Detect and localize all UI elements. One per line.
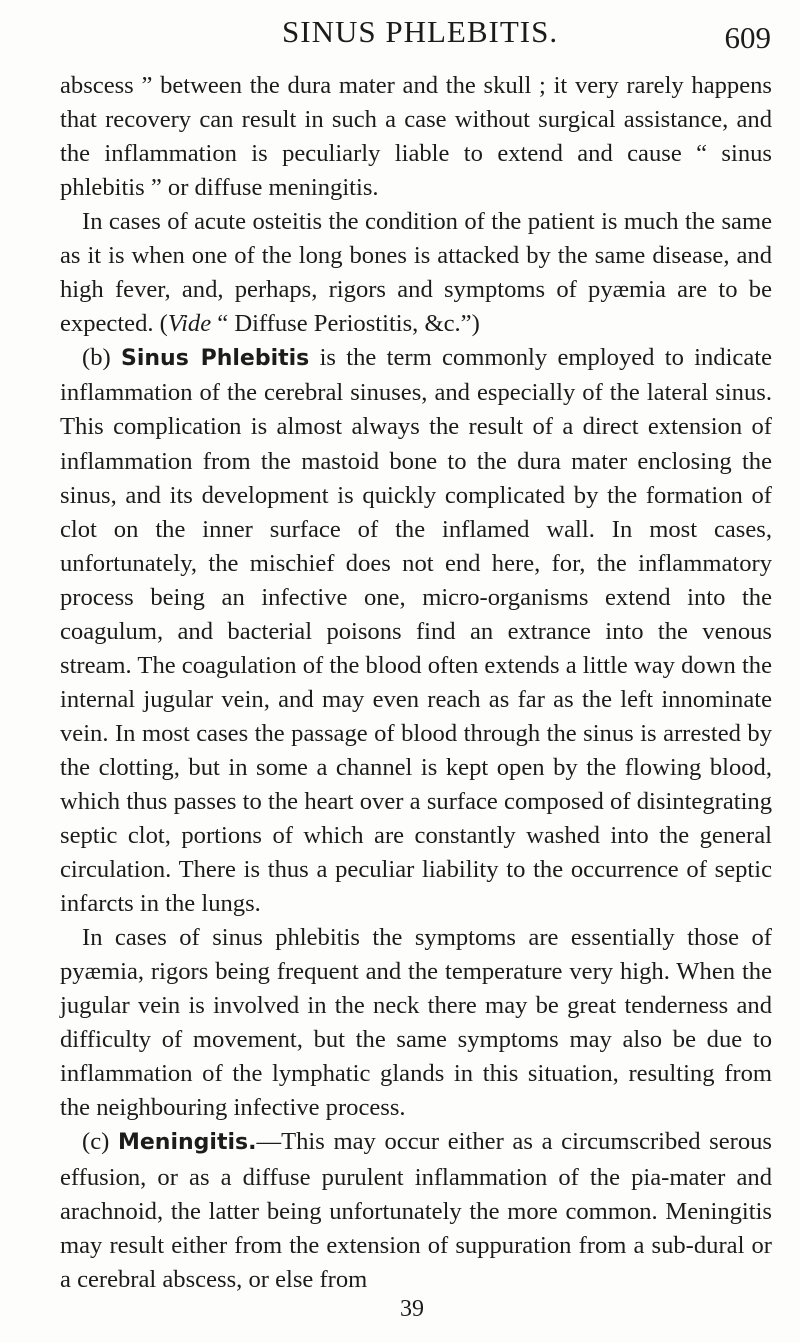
- paragraph-text: abscess ” between the dura mater and the skull ; it very rarely happens that recovery can result in such a case without surgical assistance, and the inflammation is peculiarly liable to extend and cause “ sinus phlebitis ” or diffuse meningitis.: [60, 72, 772, 202]
- paragraph-text: is the term commonly employed to indicate inflammation of the cerebral sinuses, and especially of the lateral sinus. This complication is almost always the result of a direct extension of inflammation from the mastoid bone to the dura mater enclosing the sinus, and its development is quickly complicated by the formation of clot on the inner surface of the inflamed wall. In most cases, unfortunately, the mischief does not end here, for, the inflammatory process being an infective one, micro-organisms extend into the coagulum, and bacterial poisons find an extrance into the venous stream. The coagulation of the blood often extends a little way down the internal jugular vein, and may even reach as far as the left innominate vein. In most cases the passage of blood through the sinus is arrested by the clotting, but in some a channel is kept open by the flowing blood, which thus passes to the heart over a surface composed of disintegrating septic clot, portions of which are constantly washed into the general circulation. There is thus a peculiar liability to the occurrence of septic infarcts in the lungs.: [60, 344, 773, 918]
- section-marker: (c): [82, 1128, 118, 1156]
- signature-mark: 39: [400, 1296, 424, 1322]
- paragraph-meningitis: [60, 1125, 772, 1296]
- paragraph-continuation: [60, 69, 772, 205]
- section-heading: Meningitis.: [117, 1130, 257, 1156]
- running-head: [0, 6, 800, 66]
- section-marker: (b): [82, 344, 121, 372]
- paragraph-text: In cases of acute osteitis the condition of the patient is much the same as it is when one of the long bones is attacked by the same disease, and high fever, and, perhaps, rigors and symptoms of pyæmia are to be expected. (: [60, 208, 772, 338]
- paragraph-osteitis: [60, 205, 772, 341]
- paragraph-text: —This may occur either as a circumscribed serous effusion, or as a diffuse purulent inflammation of the pia-mater and arachnoid, the latter being unfortunately the more common. Meningitis may result either from the extension of suppuration from a sub-dural or a cerebral abscess, or else from: [60, 1128, 773, 1293]
- paragraph-sinus-phlebitis: [60, 341, 772, 921]
- paragraph-symptoms: [60, 921, 772, 1125]
- paragraph-text: “ Diffuse Periostitis, &c.”): [211, 310, 480, 338]
- body-text: [60, 69, 772, 1297]
- paragraph-text: In cases of sinus phlebitis the symptoms are essentially those of pyæmia, rigors being frequent and the temperature very high. When the jugular vein is involved in the neck there may be great tenderness and difficulty of movement, but the same symptoms may also be due to inflammation of the lymphatic glands in this situation, resulting from the neighbouring infective process.: [60, 924, 772, 1122]
- running-title: SINUS PHLEBITIS.: [282, 14, 559, 49]
- page-number: 609: [724, 20, 771, 55]
- section-heading: Sinus Phlebitis: [120, 346, 310, 372]
- vide-italic: Vide: [167, 310, 212, 338]
